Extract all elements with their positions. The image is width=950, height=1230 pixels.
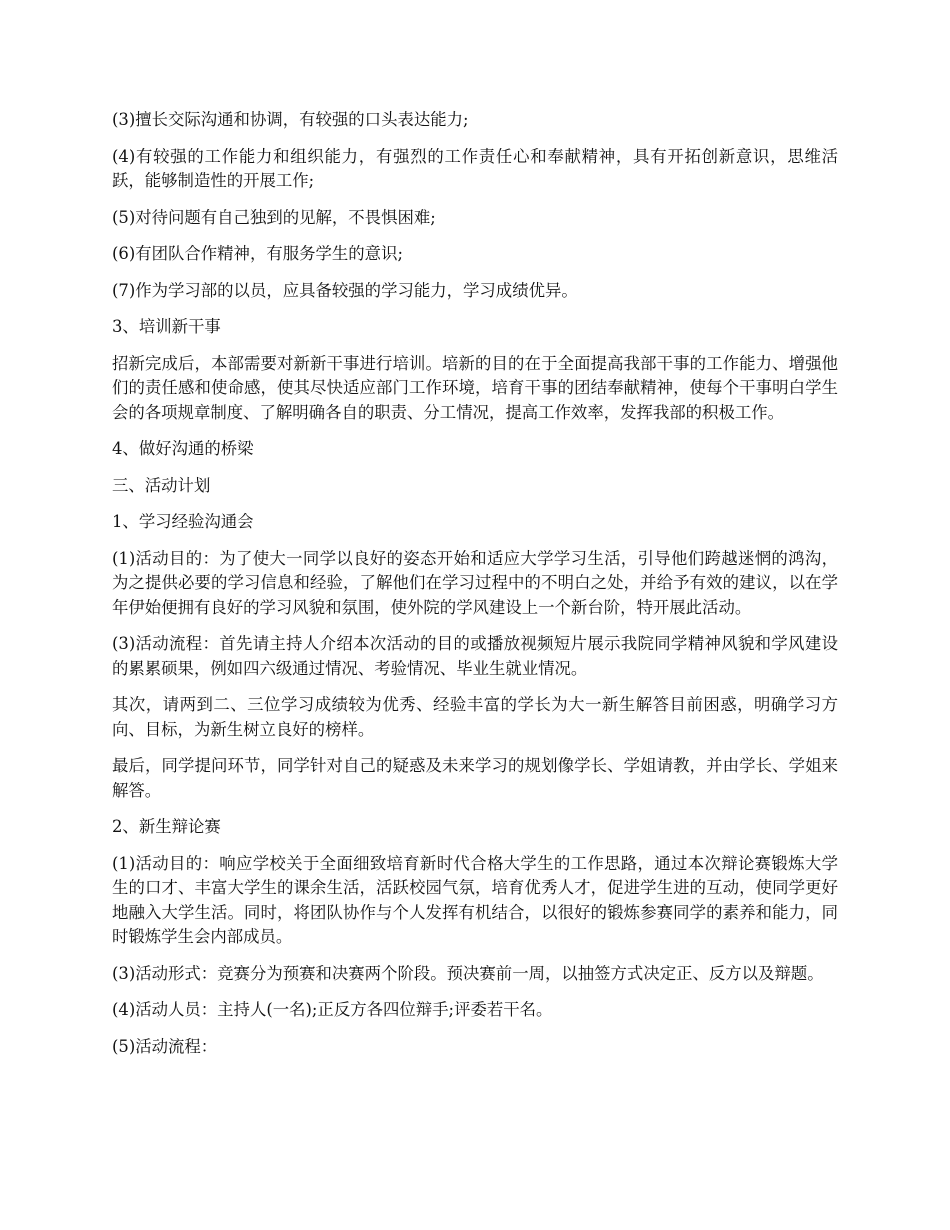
section-heading-activity-plan: 三、活动计划: [112, 475, 211, 495]
paragraph-meeting-next: 其次，请两到二、三位学习成绩较为优秀、经验丰富的学长为大一新生解答目前困惑，明确学习方向、目标，为新生树立良好的榜样。: [112, 695, 838, 739]
paragraph-debate-process: (5)活动流程：: [112, 1036, 218, 1056]
paragraph-debate-people: (4)活动人员：主持人(一名);正反方各四位辩手;评委若干名。: [112, 1000, 553, 1019]
paragraph-meeting-process: (3)活动流程：首先请主持人介绍本次活动的目的或播放视频短片展示我院同学精神风貌和学风建设的累累硕果，例如四六级通过情况、考验情况、毕业生就业情况。: [112, 634, 838, 678]
paragraph-requirement-5: (5)对待问题有自己独到的见解，不畏惧困难;: [112, 207, 436, 227]
paragraph-meeting-last: 最后，同学提问环节，同学针对自己的疑惑及未来学习的规划像学长、学姐请教，并由学长、学姐来解答。: [112, 756, 838, 800]
paragraph-requirement-6: (6)有团队合作精神，有服务学生的意识;: [112, 244, 403, 263]
section-heading-training: 3、培训新干事: [112, 317, 221, 336]
section-heading-communication: 4、做好沟通的桥梁: [112, 439, 254, 458]
paragraph-requirement-4: (4)有较强的工作能力和组织能力，有强烈的工作责任心和奉献精神，具有开拓创新意识，思维活跃，能够制造性的开展工作;: [112, 146, 838, 190]
section-heading-debate: 2、新生辩论赛: [112, 817, 221, 836]
paragraph-debate-purpose: (1)活动目的：响应学校关于全面细致培育新时代合格大学生的工作思路，通过本次辩论赛锻炼大学生的口才、丰富大学生的课余生活，活跃校园气氛，培育优秀人才，促进学生进的互动，使同学更好地融入大学生活。同时，将团队协作与个人发挥有机结合，以很好的锻炼参赛同学的素养和能力，同时锻炼学生会内部成员。: [112, 853, 838, 946]
paragraph-requirement-3: (3)擅长交际沟通和协调，有较强的口头表达能力;: [112, 110, 469, 129]
section-heading-study-meeting: 1、学习经验沟通会: [112, 512, 254, 531]
document-page: [112, 108, 838, 1071]
paragraph-training-body: 招新完成后，本部需要对新新干事进行培训。培新的目的在于全面提高我部干事的工作能力、增强他们的责任感和使命感，使其尽快适应部门工作环境，培育干事的团结奉献精神，使每个干事明白学生会的各项规章制度、了解明确各自的职责、分工情况，提高工作效率，发挥我部的积极工作。: [112, 353, 838, 422]
paragraph-debate-format: (3)活动形式：竞赛分为预赛和决赛两个阶段。预决赛前一周，以抽签方式决定正、反方以及辩题。: [112, 963, 824, 983]
paragraph-requirement-7: (7)作为学习部的以员，应具备较强的学习能力，学习成绩优异。: [112, 280, 578, 300]
paragraph-meeting-purpose: (1)活动目的：为了使大一同学以良好的姿态开始和适应大学学习生活，引导他们跨越迷惘的鸿沟，为之提供必要的学习信息和经验，了解他们在学习过程中的不明白之处，并给予有效的建议，以在学年伊始便拥有良好的学习风貌和氛围，使外院的学风建设上一个新台阶，特开展此活动。: [112, 548, 838, 617]
